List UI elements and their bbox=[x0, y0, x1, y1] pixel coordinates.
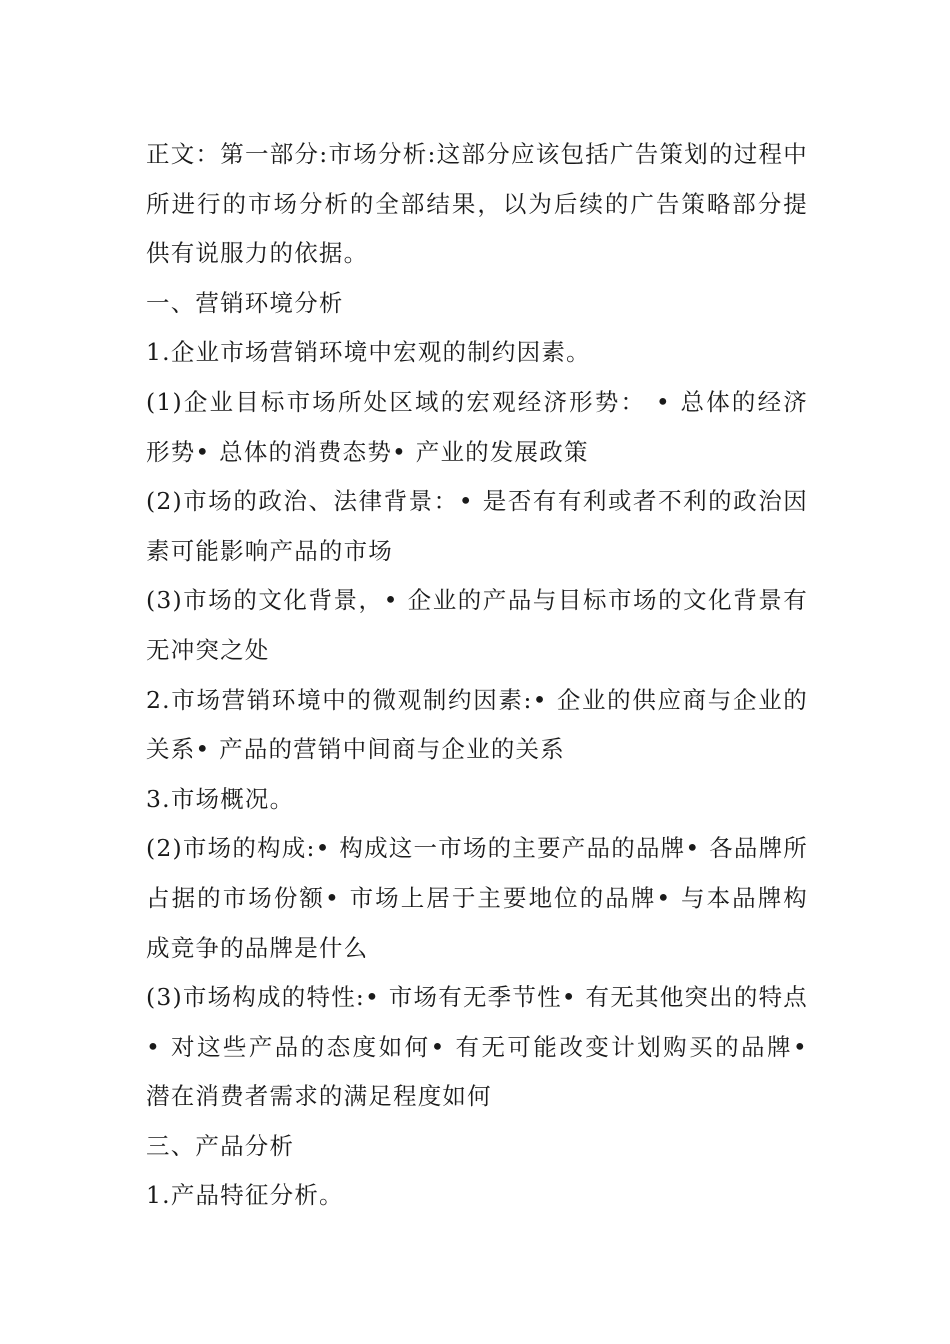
item-market-characteristics: (3)市场构成的特性:• 市场有无季节性• 有无其他突出的特点• 对这些产品的态度如何• 有无可能改变计划购买的品牌• 潜在消费者需求的满足程度如何 bbox=[146, 983, 808, 1111]
document-body bbox=[146, 130, 808, 1221]
subsection-product-features: 1.产品特征分析。 bbox=[146, 1181, 344, 1210]
item-economic-situation: (1)企业目标市场所处区域的宏观经济形势： • 总体的经济形势• 总体的消费态势• 产业的发展政策 bbox=[146, 387, 808, 466]
item-market-composition: (2)市场的构成:• 构成这一市场的主要产品的品牌• 各品牌所占据的市场份额• 市场上居于主要地位的品牌• 与本品牌构成竞争的品牌是什么 bbox=[146, 834, 808, 962]
subsection-macro-factors: 1.企业市场营销环境中宏观的制约因素。 bbox=[146, 338, 591, 367]
intro-paragraph: 正文：第一部分:市场分析:这部分应该包括广告策划的过程中所进行的市场分析的全部结果，以为后续的广告策略部分提供有说服力的依据。 bbox=[146, 140, 808, 268]
subsection-micro-factors: 2.市场营销环境中的微观制约因素:• 企业的供应商与企业的关系• 产品的营销中间商与企业的关系 bbox=[146, 685, 808, 764]
subsection-market-overview: 3.市场概况。 bbox=[146, 784, 295, 813]
section-heading-marketing-environment: 一、营销环境分析 bbox=[146, 288, 344, 317]
item-political-legal: (2)市场的政治、法律背景：• 是否有有利或者不利的政治因素可能影响产品的市场 bbox=[146, 487, 808, 565]
item-cultural-background: (3)市场的文化背景，• 企业的产品与目标市场的文化背景有无冲突之处 bbox=[146, 586, 808, 664]
section-heading-product-analysis: 三、产品分析 bbox=[146, 1131, 295, 1160]
